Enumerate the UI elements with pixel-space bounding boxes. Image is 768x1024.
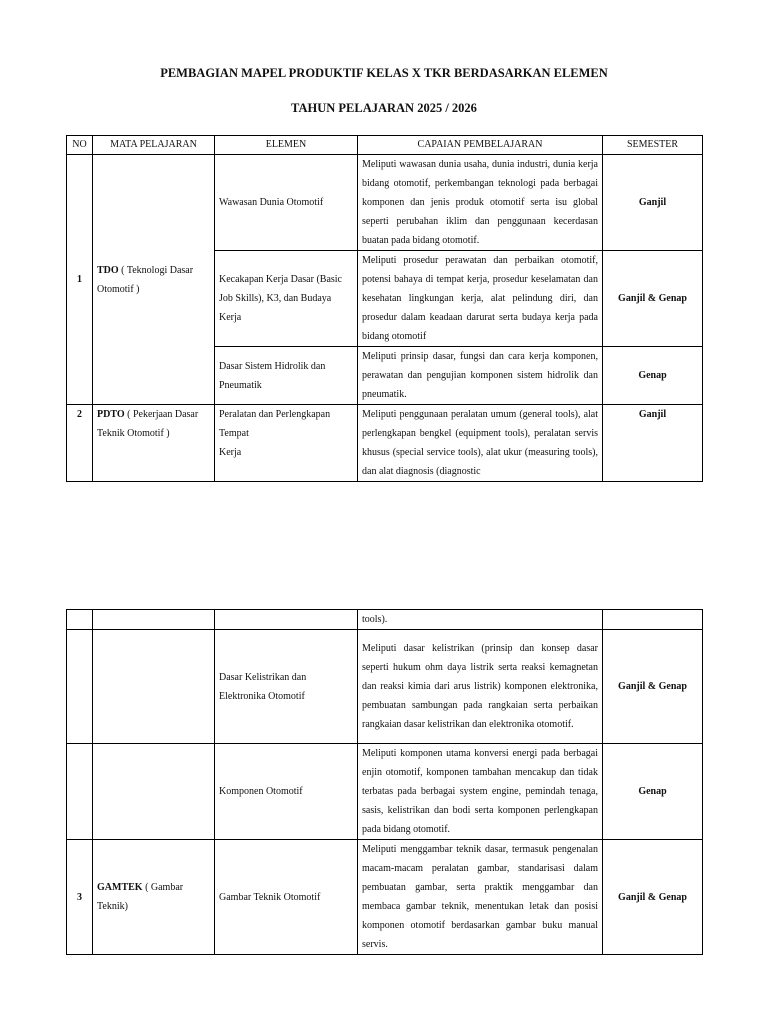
semester-cell: Ganjil & Genap [603,251,703,347]
row-number [67,610,93,630]
table-row [67,405,703,482]
subject-cell [93,405,215,482]
row-number: 1 [67,155,93,405]
learning-outcome-cell: Meliputi dasar kelistrikan (prinsip dan konsep dasar seperti hukum ohm daya listrik serta reaksi kemagnetan dan reaksi kimia dari arus listrik) komponen elektronika, pembuatan sambungan pada rangkaian serta perbaikan rangkaian dasar kelistrikan dan elektronika otomotif. [358,630,603,744]
learning-outcome-cell: Meliputi prinsip dasar, fungsi dan cara kerja komponen, perawatan dan pengujian komponen sistem hidrolik dan pneumatik. [358,347,603,405]
learning-outcome-cell: Meliputi wawasan dunia usaha, dunia industri, dunia kerja bidang otomotif, perkembangan teknologi pada berbagai komponen dan jenis produk otomotif serta isu global seperti perubahan iklim dan penggunaan kecerdasan buatan pada bidang otomotif. [358,155,603,251]
row-number [67,630,93,744]
subject-name: ( Teknologi Dasar Otomotif ) [97,264,194,295]
document-title: PEMBAGIAN MAPEL PRODUKTIF KELAS X TKR BERDASARKAN ELEMEN [160,66,608,80]
subject-name: ( Pekerjaan Dasar Teknik Otomotif ) [97,409,199,439]
semester-cell: Ganjil & Genap [603,630,703,744]
subject-cell [93,610,215,630]
table-header-row [67,136,703,155]
element-cell: Wawasan Dunia Otomotif [215,155,358,251]
subject-code: GAMTEK [97,882,143,893]
header-mata-pelajaran: MATA PELAJARAN [93,136,215,155]
element-cell [215,405,358,482]
learning-outcome-cell: tools). [358,610,603,630]
semester-cell [603,610,703,630]
subject-cell [93,744,215,840]
element-cell: Komponen Otomotif [215,744,358,840]
element-cell: Kecakapan Kerja Dasar (Basic Job Skills), K3, dan Budaya Kerja [215,251,358,347]
element-cell: Dasar Kelistrikan dan Elektronika Otomotif [215,630,358,744]
subject-table-page-2 [66,609,703,955]
header-elemen: ELEMEN [215,136,358,155]
semester-cell: Ganjil & Genap [603,840,703,955]
learning-outcome-cell: Meliputi penggunaan peralatan umum (general tools), alat perlengkapan bengkel (equipment tools), peralatan servis khusus (special service tools), alat ukur (measuring tools), dan alat diagnosis (diagnostic [358,405,603,482]
row-number: 2 [67,405,93,482]
element-cell: Gambar Teknik Otomotif [215,840,358,955]
subject-table-page-1 [66,135,703,482]
header-capaian: CAPAIAN PEMBELAJARAN [358,136,603,155]
subject-name: ( Gambar Teknik) [97,882,184,912]
subject-code: TDO [97,264,119,276]
element-cell [215,610,358,630]
subject-cell [93,155,215,405]
header-no: NO [67,136,93,155]
element-cell: Dasar Sistem Hidrolik dan Pneumatik [215,347,358,405]
table-row [67,840,703,955]
learning-outcome-cell: Meliputi menggambar teknik dasar, termasuk pengenalan macam-macam peralatan gambar, standarisasi dalam pembuatan gambar, serta praktik menggambar dan membaca gambar teknik, menentukan letak dan posisi komponen otomotif berdasarkan gambar buku manual servis. [358,840,603,955]
learning-outcome-cell: Meliputi komponen utama konversi energi pada berbagai enjin otomotif, komponen tambahan mencakup dan tidak terbatas pada berbagai system engine, pemindah tenaga, sasis, kelistrikan dan bodi serta komponen perlengkapan pada bidang otomotif. [358,744,603,840]
subject-cell [93,840,215,955]
learning-outcome-cell: Meliputi prosedur perawatan dan perbaikan otomotif, potensi bahaya di tempat kerja, prosedur keselamatan dan kesehatan lingkungan kerja, alat pelindung diri, dan prosedur dalam keadaan darurat serta budaya kerja pada bidang otomotif [358,251,603,347]
semester-cell: Ganjil [603,155,703,251]
subject-cell [93,630,215,744]
element-line: Kerja [219,447,242,458]
semester-cell: Genap [603,347,703,405]
row-number [67,744,93,840]
table-row [67,630,703,744]
subject-code: PDTO [97,409,125,420]
row-number: 3 [67,840,93,955]
header-semester: SEMESTER [603,136,703,155]
document-subtitle: TAHUN PELAJARAN 2025 / 2026 [291,101,477,115]
table-row [67,155,703,251]
table-row [67,610,703,630]
semester-cell: Genap [603,744,703,840]
element-line: Peralatan dan Perlengkapan Tempat [219,409,331,439]
table-row [67,744,703,840]
semester-cell: Ganjil [603,405,703,482]
